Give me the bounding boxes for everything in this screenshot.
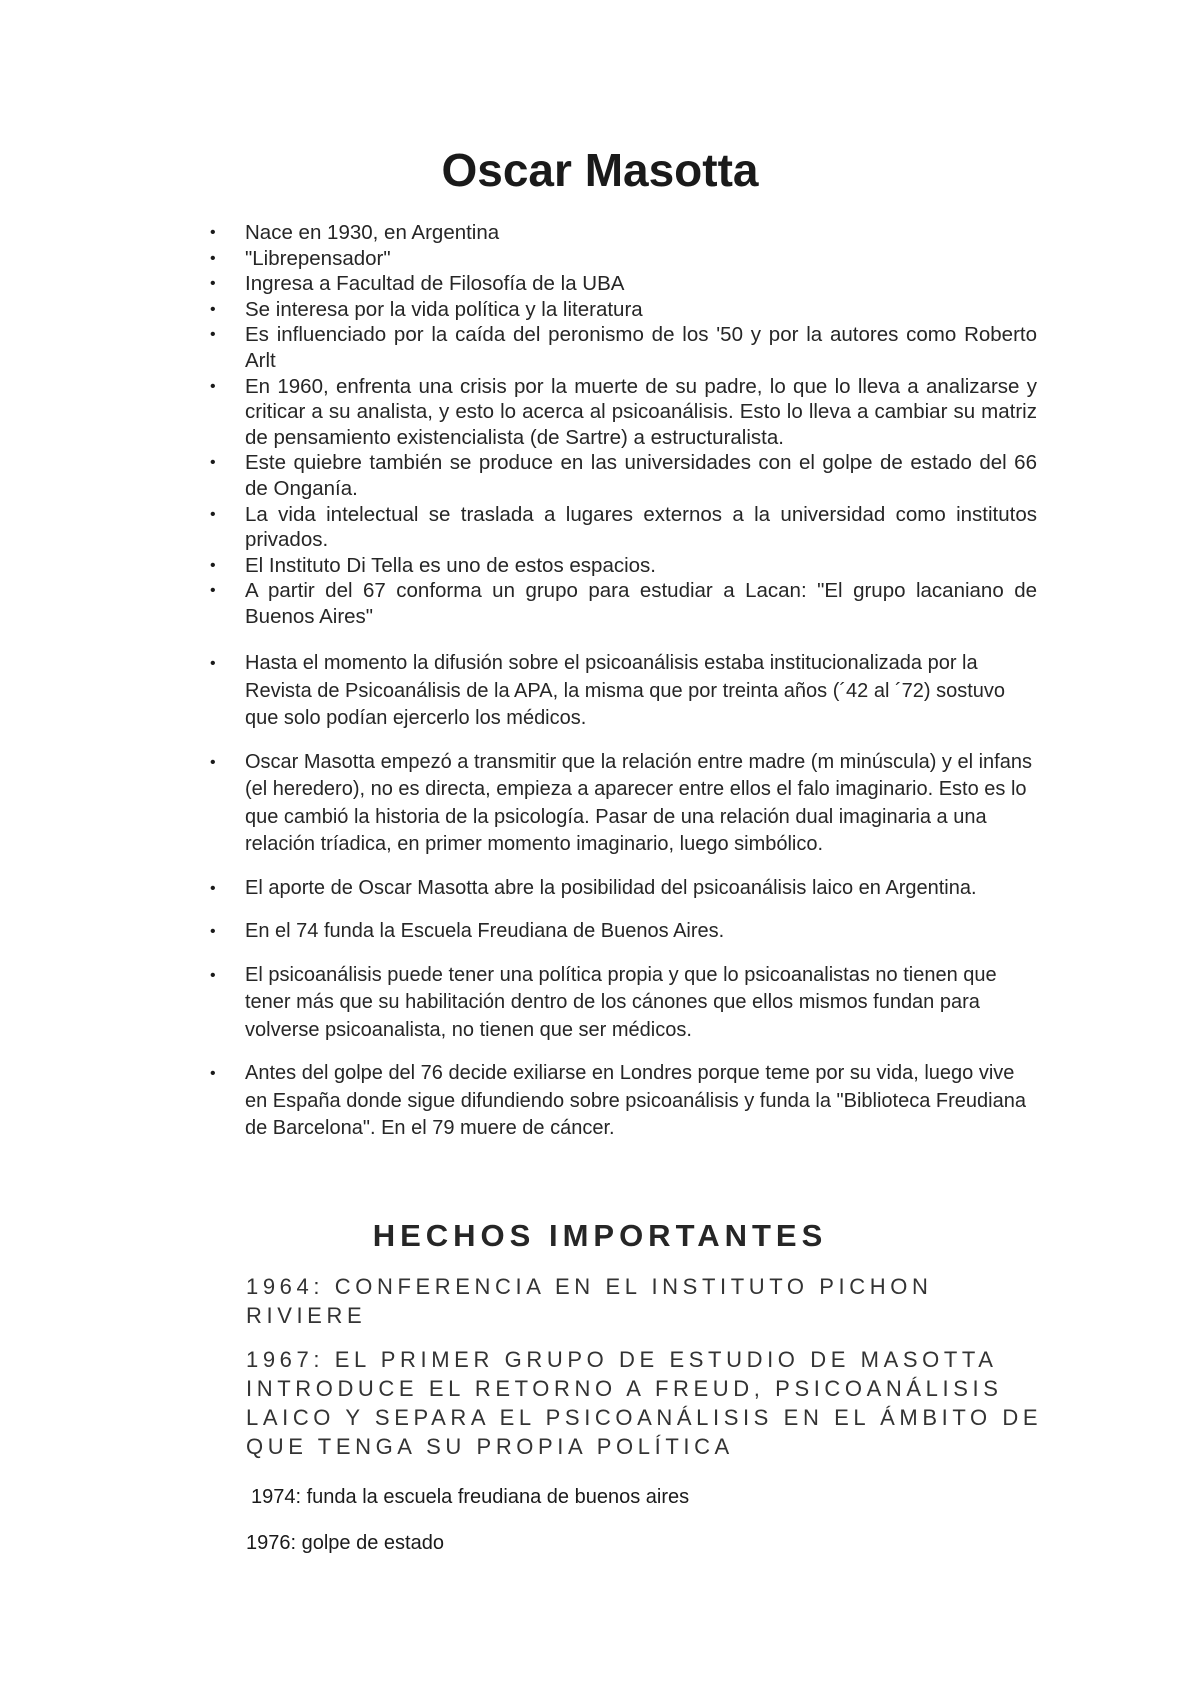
list-item [207,650,1037,733]
list-item [207,450,1037,501]
bullet-icon: • [210,505,216,523]
list-item-text: A partir del 67 conforma un grupo para estudiar a Lacan: "El grupo lacaniano de Buenos Aires" [245,579,1037,628]
list-item-text: El psicoanálisis puede tener una política propia y que lo psicoanalistas no tienen que tener más que su habilitación dentro de los cánones que ellos mismos fundan para volverse psicoanalista, no tienen que ser médicos. [245,963,997,1041]
bullet-icon: • [210,275,216,293]
fact-1976: 1976: golpe de estado [246,1532,444,1554]
list-item [207,749,1037,859]
bullet-icon: • [210,879,216,897]
list-item-text: En 1960, enfrenta una crisis por la muerte de su padre, lo que lo lleva a analizarse y criticar a su analista, y esto lo acerca al psicoanálisis. Esto lo lleva a cambiar su matriz de pensamiento existencialista (de Sartre) a estructuralista. [245,374,1037,449]
bullet-icon: • [210,224,216,241]
bullet-icon: • [210,454,216,472]
bullet-icon: • [210,923,216,940]
list-item [207,578,1037,629]
list-item [207,374,1037,451]
list-item [207,1060,1037,1143]
list-item-text: Oscar Masotta empezó a transmitir que la relación entre madre (m minúscula) y el infans (el heredero), no es directa, empieza a aparecer entre ellos el falo imaginario. Esto es lo que cambió la historia de la psicología. Pasar de una relación dual imaginaria a una relación tríadica, en primer momento imaginario, luego simbólico. [245,750,1032,855]
bullet-icon: • [210,966,216,984]
list-item [207,297,1037,323]
document-title: Oscar Masotta [441,144,759,196]
bullet-icon: • [210,249,216,267]
fact-1964: 1964: CONFERENCIA EN EL INSTITUTO PICHON RIVIERE [246,1274,933,1328]
fact-1974: 1974: funda la escuela freudiana de buenos aires [251,1486,690,1508]
section-heading: HECHOS IMPORTANTES [372,1218,828,1253]
list-item-text: Hasta el momento la difusión sobre el psicoanálisis estaba institucionalizada por la Revista de Psicoanálisis de la APA, la misma que por treinta años (´42 al ´72) sostuvo que solo podían ejercerlo los médicos. [245,652,1005,729]
bullet-list-spaced [207,650,1037,1159]
list-item-text: Es influenciado por la caída del peronismo de los '50 y por la autores como Roberto Arlt [245,323,1037,372]
list-item-text: Este quiebre también se produce en las universidades con el golpe de estado del 66 de Onganía. [245,451,1037,500]
list-item-text: Ingresa a Facultad de Filosofía de la UBA [245,272,625,296]
bullet-icon: • [210,655,216,672]
list-item [207,918,1037,946]
list-item [207,220,1037,246]
list-item-text: La vida intelectual se traslada a lugares externos a la universidad como institutos privados. [245,502,1037,552]
bullet-icon: • [210,377,216,395]
list-item [207,502,1037,553]
list-item-text: Nace en 1930, en Argentina [245,221,500,244]
list-item-text: El aporte de Oscar Masotta abre la posibilidad del psicoanálisis laico en Argentina. [245,876,977,899]
list-item-text: "Librepensador" [245,246,391,270]
list-item [207,962,1037,1045]
list-item-text: En el 74 funda la Escuela Freudiana de Buenos Aires. [245,920,725,942]
bullet-list-compact [207,220,1037,630]
list-item [207,875,1037,903]
list-item [207,322,1037,373]
list-item [207,553,1037,579]
list-item [207,246,1037,272]
list-item [207,271,1037,297]
bullet-icon: • [210,582,216,600]
list-item-text: El Instituto Di Tella es uno de estos espacios. [245,553,656,577]
bullet-icon: • [210,753,216,771]
bullet-icon: • [210,300,216,318]
fact-1967: 1967: EL PRIMER GRUPO DE ESTUDIO DE MASOTTA INTRODUCE EL RETORNO A FREUD, PSICOANÁLISIS LAICO Y SEPARA EL PSICOANÁLISIS EN EL ÁMBITO DE QUE TENGA SU PROPIA POLÍTICA [246,1347,1043,1459]
bullet-icon: • [210,326,216,344]
list-item-text: Se interesa por la vida política y la literatura [245,297,643,321]
bullet-icon: • [210,1065,216,1082]
list-item-text: Antes del golpe del 76 decide exiliarse en Londres porque teme por su vida, luego vive en España donde sigue difundiendo sobre psicoanálisis y funda la "Biblioteca Freudiana de Barcelona". En el 79 muere de cáncer. [245,1062,1026,1139]
bullet-icon: • [210,556,216,574]
